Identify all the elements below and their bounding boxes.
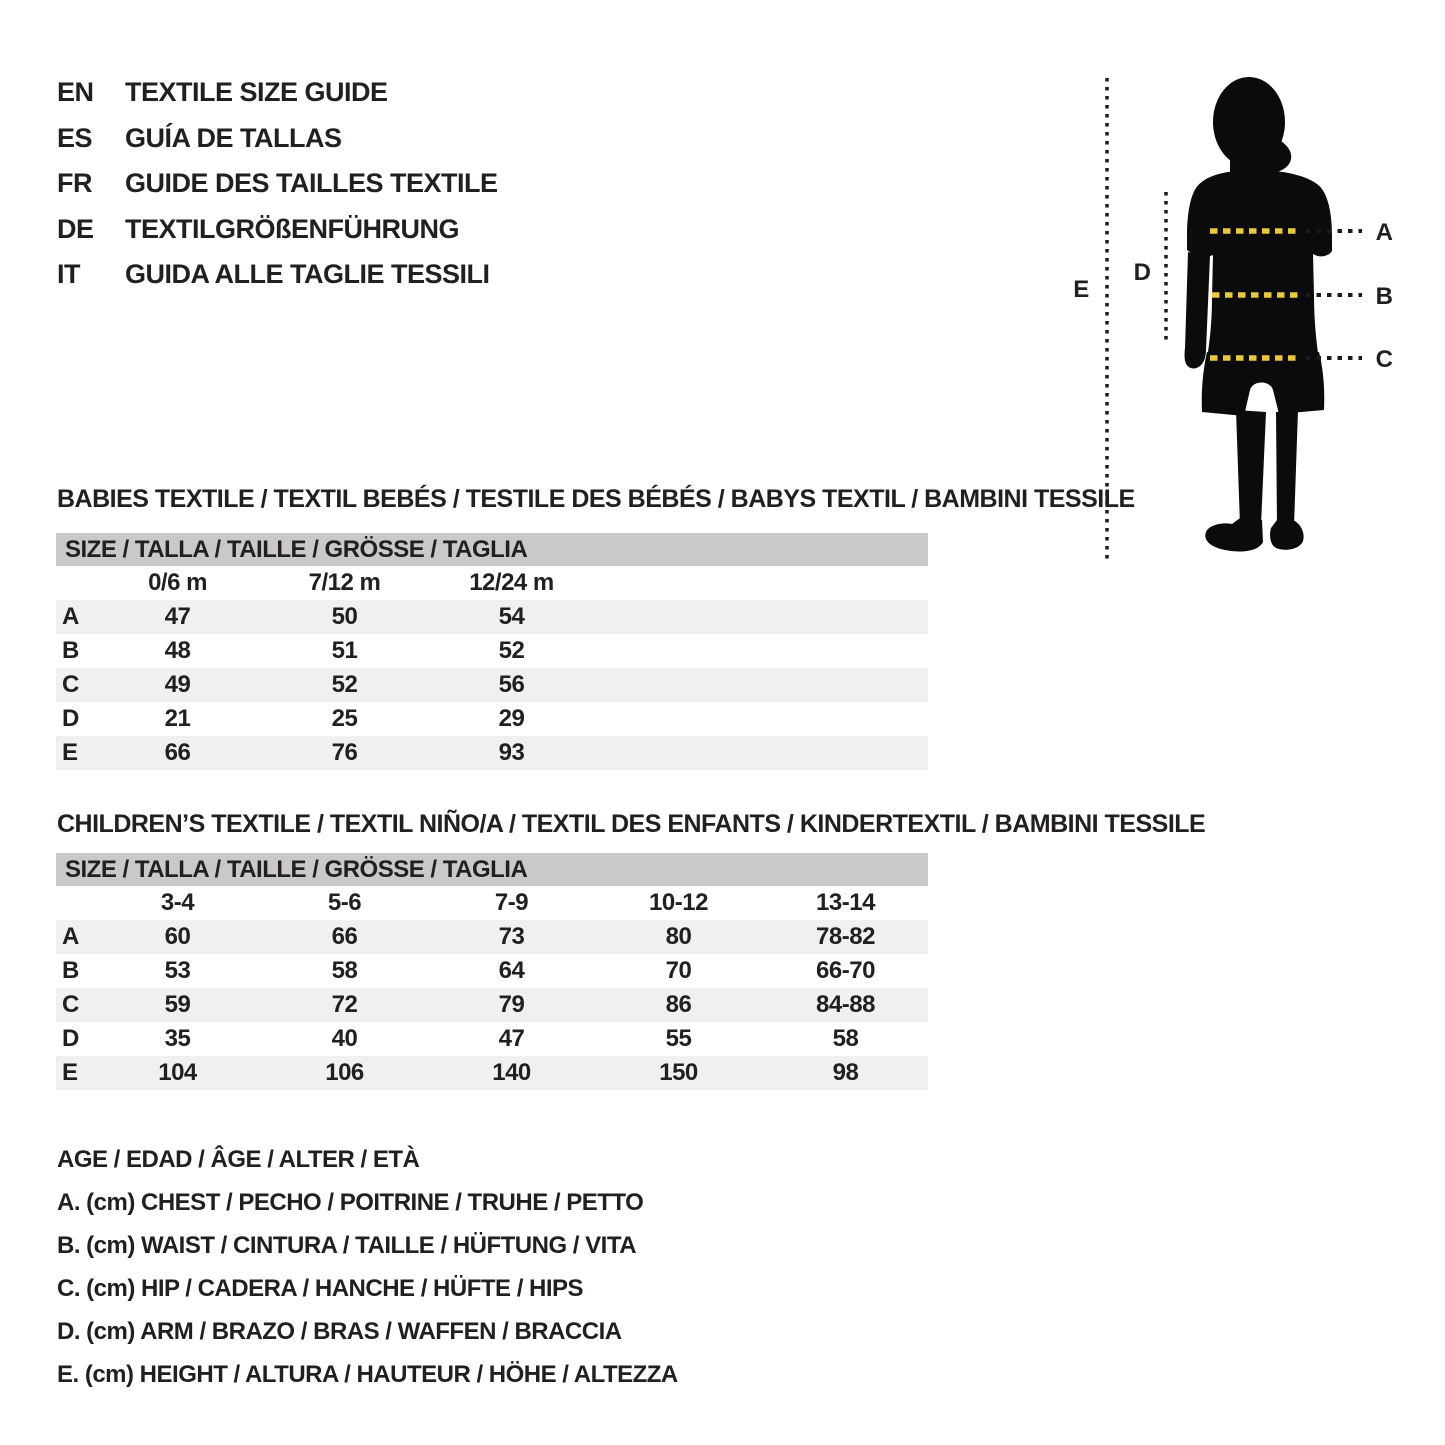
cell: 58 [331,957,358,984]
lang-row-de [57,213,498,244]
cell: 21 [164,705,191,732]
cell: 79 [498,991,525,1018]
children-table [56,853,928,1090]
lang-code: ES [57,122,93,153]
cell: 72 [331,991,358,1018]
cell: 98 [832,1059,859,1086]
lang-row-es [57,122,498,153]
cell: 29 [498,705,525,732]
row-label: E [62,1059,78,1086]
cell: 76 [331,739,358,766]
row-label: B [62,637,79,664]
cell: 64 [498,957,525,984]
table-row [56,736,928,770]
measurement-legend [57,1147,678,1405]
cell: 50 [331,603,358,630]
cell: 150 [659,1059,698,1086]
children-col-10-12: 10-12 [649,889,708,916]
cell: 58 [832,1025,859,1052]
cell: 53 [164,957,191,984]
measure-label-d: D [1133,259,1151,286]
children-col-13-14: 13-14 [816,889,875,916]
row-label: E [62,739,78,766]
cell: 49 [164,671,191,698]
row-label: A [62,603,79,630]
lang-row-it [57,261,498,288]
babies-col-12-24m: 12/24 m [469,569,554,596]
cell: 106 [325,1059,364,1086]
measure-label-c: C [1375,346,1393,373]
row-label: C [62,991,79,1018]
cell: 55 [665,1025,692,1052]
babies-column-header-row [56,566,928,600]
children-col-7-9: 7-9 [494,889,529,916]
cell: 84-88 [816,991,875,1018]
table-row [56,600,928,634]
cell: 66 [331,923,358,950]
guide-title-es: GUÍA DE TALLAS [125,122,342,153]
children-col-5-6: 5-6 [327,889,362,916]
row-label: D [62,705,79,732]
lang-code: DE [57,213,94,244]
cell: 73 [498,923,525,950]
lang-code: EN [57,77,94,107]
guide-title-de: TEXTILGRÖßENFÜHRUNG [125,213,459,244]
row-label: C [62,671,79,698]
measure-label-b: B [1375,283,1393,310]
cell: 48 [164,637,191,664]
cell: 40 [331,1025,358,1052]
legend-age: AGE / EDAD / ÂGE / ALTER / ETÀ [57,1146,420,1173]
row-label: A [62,923,79,950]
children-column-header-row [56,886,928,920]
cell: 66-70 [816,957,875,984]
row-label: D [62,1025,79,1052]
cell: 47 [498,1025,525,1052]
cell: 93 [498,739,525,766]
babies-table [56,533,928,770]
legend-height: E. (cm) HEIGHT / ALTURA / HAUTEUR / HÖHE / ALTEZZA [57,1361,678,1388]
lang-code: IT [57,259,80,289]
cell: 66 [164,739,191,766]
children-col-3-4: 3-4 [160,889,195,916]
cell: 78-82 [816,923,875,950]
cell: 52 [331,671,358,698]
cell: 60 [164,923,191,950]
babies-col-0-6m: 0/6 m [148,569,207,596]
row-label: B [62,957,79,984]
cell: 47 [164,603,191,630]
cell: 70 [665,957,692,984]
cell: 140 [492,1059,531,1086]
legend-waist: B. (cm) WAIST / CINTURA / TAILLE / HÜFTUNG / VITA [57,1232,637,1259]
legend-hip: C. (cm) HIP / CADERA / HANCHE / HÜFTE / HIPS [57,1275,584,1302]
cell: 56 [498,671,525,698]
measure-label-e: E [1073,276,1089,303]
table-row [56,634,928,668]
measure-label-a: A [1375,219,1393,246]
table-row [56,1022,928,1056]
cell: 54 [498,603,525,630]
child-silhouette [1185,77,1332,551]
legend-arm: D. (cm) ARM / BRAZO / BRAS / WAFFEN / BRACCIA [57,1318,622,1345]
cell: 104 [158,1059,197,1086]
table-row [56,954,928,988]
legend-chest: A. (cm) CHEST / PECHO / POITRINE / TRUHE / PETTO [57,1189,644,1216]
cell: 59 [164,991,191,1018]
children-size-header: SIZE / TALLA / TAILLE / GRÖSSE / TAGLIA [56,853,928,886]
table-row [56,668,928,702]
cell: 86 [665,991,692,1018]
cell: 35 [164,1025,191,1052]
cell: 80 [665,923,692,950]
lang-row-fr [57,170,498,197]
guide-title-fr: GUIDE DES TAILLES TEXTILE [125,168,498,198]
children-section-title: CHILDREN’S TEXTILE / TEXTIL NIÑO/A / TEXTIL DES ENFANTS / KINDERTEXTIL / BAMBINI TESSILE [57,810,1206,838]
babies-size-header: SIZE / TALLA / TAILLE / GRÖSSE / TAGLIA [56,533,928,566]
lang-row-en [57,79,498,106]
cell: 52 [498,637,525,664]
language-title-list [57,79,498,307]
babies-section-title: BABIES TEXTILE / TEXTIL BEBÉS / TESTILE DES BÉBÉS / BABYS TEXTIL / BAMBINI TESSILE [57,485,1135,513]
table-row [56,920,928,954]
table-row [56,1056,928,1090]
table-row [56,988,928,1022]
lang-code: FR [57,168,92,198]
guide-title-en: TEXTILE SIZE GUIDE [125,77,388,107]
babies-col-7-12m: 7/12 m [308,569,381,596]
cell: 51 [331,637,358,664]
guide-title-it: GUIDA ALLE TAGLIE TESSILI [125,259,490,289]
table-row [56,702,928,736]
cell: 25 [331,705,358,732]
